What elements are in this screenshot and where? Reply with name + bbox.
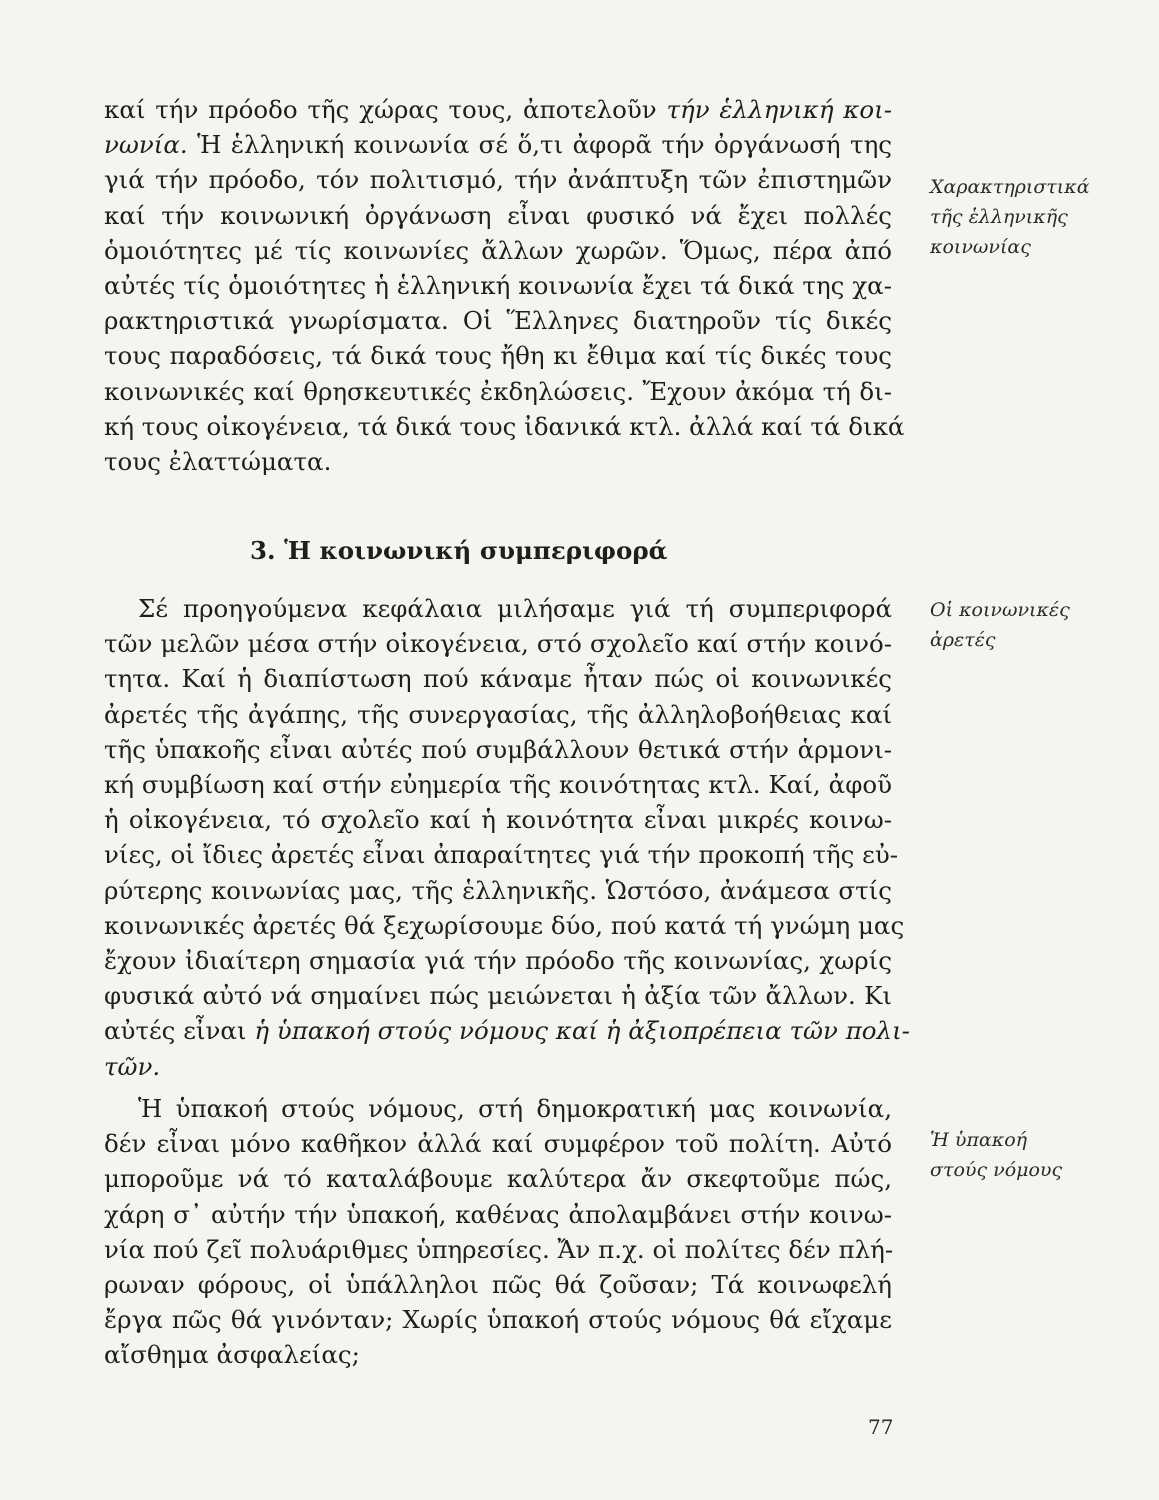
text-line: τους παραδόσεις, τά δικά τους ἤθη κι ἔθιμα καί τίς δικές τους (104, 341, 892, 371)
paragraph-obedience-to-laws (104, 1091, 892, 1373)
italic-text: ἡ ὑπακοή στούς νόμους καί ἡ ἀξιοπρέπεια τῶν πολι- (254, 1016, 910, 1046)
margin-note-line: Χαρακτηριστικά (930, 176, 1090, 198)
text-line: ρακτηριστικά γνωρίσματα. Οἱ Ἕλληνες διατηροῦν τίς δικές (104, 306, 892, 336)
text-line: ρύτερης κοινωνίας μας, τῆς ἑλληνικῆς. Ὡστόσο, ἀνάμεσα στίς (104, 875, 892, 905)
text-line: καί τήν πρόοδο τῆς χώρας τους, ἀποτελοῦν τήν ἑλληνική κοι- (104, 95, 892, 124)
margin-note-line: στούς νόμους (930, 1159, 1063, 1181)
text-line: νίες, οἱ ἴδιες ἀρετές εἶναι ἀπαραίτητες γιά τήν προκοπή τῆς εὐ- (104, 840, 899, 870)
text-line: κοινωνικές καί θρησκευτικές ἐκδηλώσεις. Ἔχουν ἀκόμα τή δι- (104, 376, 892, 406)
text-line: νία πού ζεῖ πολυάριθμες ὑπηρεσίες. Ἄν π.χ. οἱ πολίτες δέν πλή- (104, 1234, 894, 1264)
italic-text: τήν ἑλληνική κοι- (666, 95, 892, 124)
text-line: φυσικά αὐτό νά σημαίνει πώς μειώνεται ἡ ἀξία τῶν ἄλλων. Κι (104, 981, 892, 1011)
text-line: τους ἐλαττώματα. (104, 447, 332, 477)
text-line: γιά τήν πρόοδο, τόν πολιτισμό, τήν ἀνάπτυξη τῶν ἐπιστημῶν (104, 165, 892, 195)
margin-note-line: τῆς ἑλληνικῆς (930, 206, 1068, 228)
text-line: Ἡ ὑπακοή στούς νόμους, στή δημοκρατική μας κοινωνία, (138, 1094, 892, 1123)
paragraph-text (104, 591, 910, 1084)
text-line: τῶν μελῶν μέσα στήν οἰκογένεια, στό σχολεῖο καί στήν κοινό- (104, 629, 892, 659)
text-line: αὐτές εἶναι ἡ ὑπακοή στούς νόμους καί ἡ ἀξιοπρέπεια τῶν πολι- (104, 1016, 910, 1046)
text-line: ὁμοιότητες μέ τίς κοινωνίες ἄλλων χωρῶν. Ὅμως, πέρα ἀπό (104, 235, 892, 265)
text-line: ἔχουν ἰδιαίτερη σημασία γιά τήν πρόοδο τῆς κοινωνίας, χωρίς (104, 946, 892, 976)
paragraph-society-characteristics (104, 92, 905, 479)
text-line: δέν εἶναι μόνο καθῆκον ἀλλά καί συμφέρον τοῦ πολίτη. Αὐτό (104, 1129, 892, 1159)
text-line: μποροῦμε νά τό καταλάβουμε καλύτερα ἄν σκεφτοῦμε πώς, (104, 1164, 892, 1194)
margin-note-line: κοινωνίας (930, 236, 1031, 258)
margin-note-line: Οἱ κοινωνικές (930, 599, 1070, 621)
text-line: ἡ οἰκογένεια, τό σχολεῖο καί ἡ κοινότητα εἶναι μικρές κοινω- (104, 805, 892, 835)
text-line: ρωναν φόρους, οἱ ὑπάλληλοι πῶς θά ζοῦσαν; Τά κοινωφελή (104, 1270, 892, 1300)
section-heading: 3. Ἡ κοινωνική συμπεριφορά (250, 536, 668, 565)
text-line: κοινωνικές ἀρετές θά ξεχωρίσουμε δύο, πού κατά τή γνώμη μας (104, 910, 905, 940)
margin-note-line: Ἡ ὑπακοή (930, 1129, 1028, 1151)
text-line: ἀρετές τῆς ἀγάπης, τῆς συνεργασίας, τῆς ἀλληλοβοήθειας καί (104, 699, 892, 729)
page-number: 77 (868, 1415, 894, 1439)
text-line: αἴσθημα ἀσφαλείας; (104, 1340, 360, 1370)
italic-text: νωνία. (104, 130, 188, 160)
text-line: τητα. Καί ἡ διαπίστωση πού κάναμε ἦταν πώς οἱ κοινωνικές (104, 664, 892, 694)
text-line (104, 1049, 892, 1084)
paragraph-text (104, 1091, 892, 1373)
paragraph-text (104, 92, 905, 479)
text-line: κή τους οἰκογένεια, τά δικά τους ἰδανικά κτλ. ἀλλά καί τά δικά (104, 411, 905, 441)
text-line: χάρη σ᾿ αὐτήν τήν ὑπακοή, καθένας ἀπολαμβάνει στήν κοινω- (104, 1199, 892, 1229)
text-line: καί τήν κοινωνική ὀργάνωση εἶναι φυσικό νά ἔχει πολλές (104, 200, 892, 230)
margin-note-obedience (930, 1125, 1062, 1185)
text-line: τῆς ὑπακοῆς εἶναι αὐτές πού συμβάλλουν θετικά στήν ἁρμονι- (104, 734, 892, 764)
margin-note-social-virtues (930, 595, 1070, 655)
text-line: αὐτές τίς ὁμοιότητες ἡ ἑλληνική κοινωνία ἔχει τά δικά της χα- (104, 271, 892, 301)
margin-note-line: ἀρετές (930, 629, 996, 651)
text-line: ἔργα πῶς θά γινόνταν; Χωρίς ὑπακοή στούς νόμους θά εἴχαμε (104, 1305, 892, 1335)
text-line: Σέ προηγούμενα κεφάλαια μιλήσαμε γιά τή συμπεριφορά (138, 594, 892, 623)
text-line: νωνία. Ἡ ἑλληνική κοινωνία σέ ὅ,τι ἀφορᾶ τήν ὀργάνωσή της (104, 130, 892, 160)
text-line: κή συμβίωση καί στήν εὐημερία τῆς κοινότητας κτλ. Καί, ἀφοῦ (104, 770, 892, 800)
paragraph-social-behavior (104, 591, 910, 1084)
margin-note-characteristics (930, 172, 1090, 262)
italic-text: τῶν. (104, 1051, 161, 1081)
